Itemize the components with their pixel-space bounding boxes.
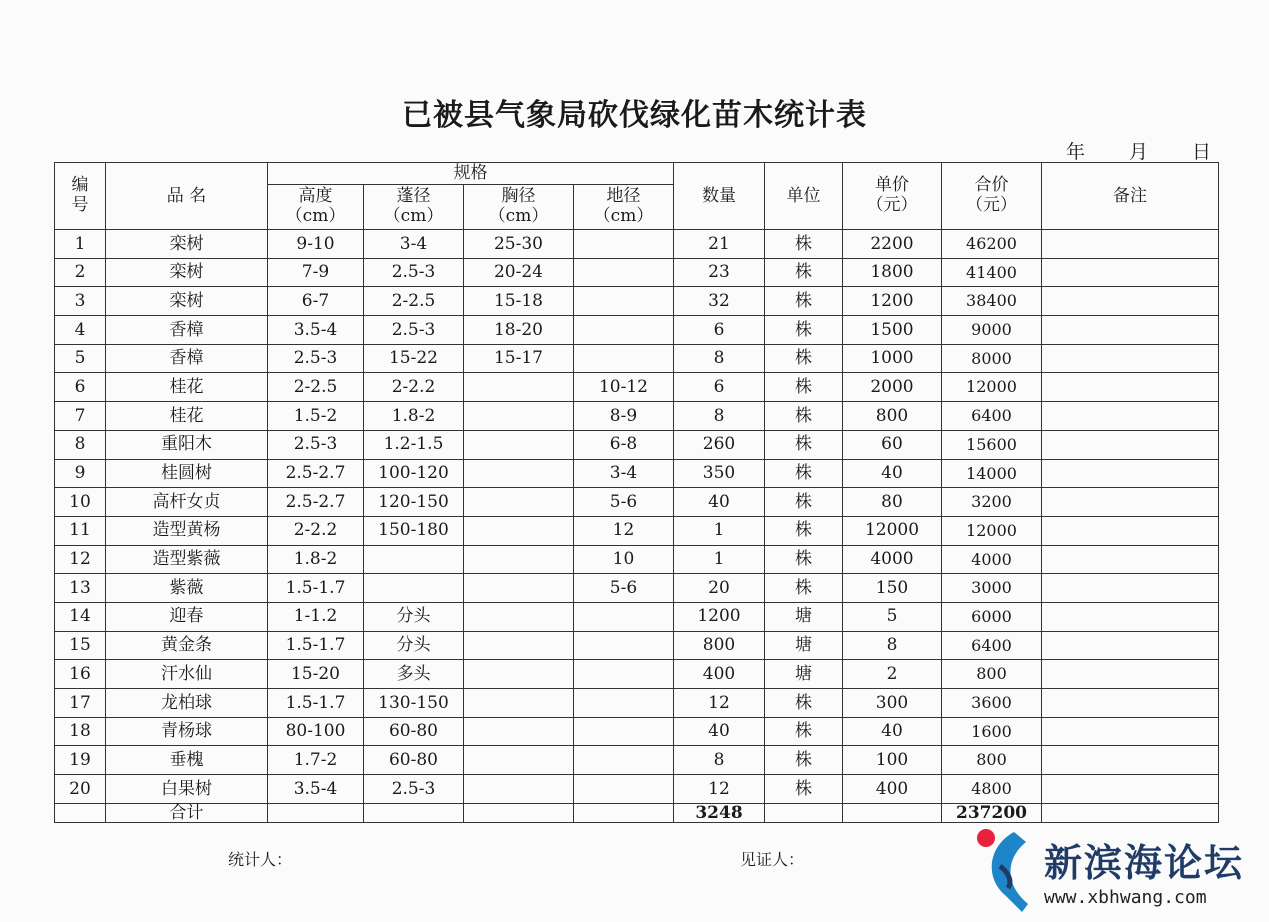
- row-crown: 1.2-1.5: [364, 430, 464, 459]
- row-crown: 2.5-3: [364, 258, 464, 287]
- row-name: 高杆女贞: [106, 488, 268, 517]
- table-row: [55, 516, 1219, 545]
- row-note: [1042, 258, 1219, 287]
- row-ground: [574, 602, 674, 631]
- row-note: [1042, 516, 1219, 545]
- row-chest: [464, 516, 574, 545]
- row-ground: 5-6: [574, 574, 674, 603]
- row-total: 1600: [942, 717, 1042, 746]
- row-crown: 2.5-3: [364, 316, 464, 345]
- row-crown: 2-2.2: [364, 373, 464, 402]
- row-note: [1042, 459, 1219, 488]
- row-unit: 株: [765, 545, 843, 574]
- row-total: 46200: [942, 230, 1042, 259]
- table-row: [55, 775, 1219, 804]
- row-total: 3000: [942, 574, 1042, 603]
- row-qty: 1200: [674, 602, 765, 631]
- header-price: 单价 （元）: [843, 163, 942, 230]
- row-height: 9-10: [268, 230, 364, 259]
- row-crown: 2-2.5: [364, 287, 464, 316]
- row-name: 造型紫薇: [106, 545, 268, 574]
- row-crown: 1.8-2: [364, 402, 464, 431]
- stat-person-label: 统计人：: [228, 850, 293, 869]
- row-total: 6400: [942, 631, 1042, 660]
- row-crown: [364, 574, 464, 603]
- header-total: 合价 （元）: [942, 163, 1042, 230]
- row-total: 8000: [942, 344, 1042, 373]
- row-no: 17: [55, 689, 106, 718]
- table-row: [55, 344, 1219, 373]
- table-row: [55, 230, 1219, 259]
- row-unit: 株: [765, 230, 843, 259]
- row-total: 9000: [942, 316, 1042, 345]
- row-no: 15: [55, 631, 106, 660]
- table-row: [55, 689, 1219, 718]
- row-price: 300: [843, 689, 942, 718]
- row-no: 10: [55, 488, 106, 517]
- row-no: 19: [55, 746, 106, 775]
- row-no: 8: [55, 430, 106, 459]
- row-ground: [574, 258, 674, 287]
- row-unit: 株: [765, 344, 843, 373]
- row-total: 3200: [942, 488, 1042, 517]
- row-qty: 8: [674, 402, 765, 431]
- forum-name: 新滨海论坛: [1044, 841, 1245, 885]
- row-no: 18: [55, 717, 106, 746]
- row-unit: 株: [765, 574, 843, 603]
- header-chest: 胸径 （cm）: [464, 185, 574, 230]
- row-note: [1042, 230, 1219, 259]
- row-crown: 100-120: [364, 459, 464, 488]
- row-no: 3: [55, 287, 106, 316]
- row-price: 100: [843, 746, 942, 775]
- row-price: 12000: [843, 516, 942, 545]
- row-unit: 株: [765, 316, 843, 345]
- row-height: 7-9: [268, 258, 364, 287]
- row-ground: 10: [574, 545, 674, 574]
- row-unit: 株: [765, 488, 843, 517]
- row-height: 3.5-4: [268, 316, 364, 345]
- header-note: 备注: [1042, 163, 1219, 230]
- row-note: [1042, 545, 1219, 574]
- row-total: 12000: [942, 516, 1042, 545]
- row-qty: 32: [674, 287, 765, 316]
- row-crown: 15-22: [364, 344, 464, 373]
- row-unit: 株: [765, 373, 843, 402]
- row-note: [1042, 402, 1219, 431]
- row-qty: 8: [674, 746, 765, 775]
- row-name: 栾树: [106, 287, 268, 316]
- table-row: [55, 631, 1219, 660]
- row-unit: 株: [765, 459, 843, 488]
- header-spec: 规格: [268, 163, 674, 185]
- row-no: 2: [55, 258, 106, 287]
- row-crown: 多头: [364, 660, 464, 689]
- row-name: 青杨球: [106, 717, 268, 746]
- row-note: [1042, 373, 1219, 402]
- header-height: 高度 （cm）: [268, 185, 364, 230]
- row-no: 4: [55, 316, 106, 345]
- header-crown: 蓬径 （cm）: [364, 185, 464, 230]
- table-row: [55, 373, 1219, 402]
- row-no: 12: [55, 545, 106, 574]
- row-qty: 6: [674, 373, 765, 402]
- row-qty: 20: [674, 574, 765, 603]
- row-total: 4000: [942, 545, 1042, 574]
- row-price: 2: [843, 660, 942, 689]
- row-name: 香樟: [106, 316, 268, 345]
- row-total: 800: [942, 746, 1042, 775]
- row-price: 60: [843, 430, 942, 459]
- row-height: 1.5-1.7: [268, 631, 364, 660]
- row-height: 2.5-3: [268, 430, 364, 459]
- row-name: 栾树: [106, 258, 268, 287]
- row-price: 4000: [843, 545, 942, 574]
- row-note: [1042, 717, 1219, 746]
- row-ground: 8-9: [574, 402, 674, 431]
- row-no: 13: [55, 574, 106, 603]
- row-ground: [574, 631, 674, 660]
- row-qty: 350: [674, 459, 765, 488]
- table-row: [55, 602, 1219, 631]
- table-row: [55, 746, 1219, 775]
- row-chest: 15-18: [464, 287, 574, 316]
- forum-watermark: [970, 820, 1265, 920]
- row-crown: 3-4: [364, 230, 464, 259]
- row-price: 80: [843, 488, 942, 517]
- row-height: 1.5-2: [268, 402, 364, 431]
- row-total: 15600: [942, 430, 1042, 459]
- row-price: 5: [843, 602, 942, 631]
- row-ground: [574, 775, 674, 804]
- row-crown: 分头: [364, 602, 464, 631]
- row-unit: 株: [765, 430, 843, 459]
- row-no: 20: [55, 775, 106, 804]
- date-year: 年: [1065, 141, 1085, 163]
- row-name: 桂花: [106, 373, 268, 402]
- row-crown: 2.5-3: [364, 775, 464, 804]
- row-note: [1042, 689, 1219, 718]
- row-note: [1042, 746, 1219, 775]
- date-line: [1066, 137, 1211, 164]
- row-no: 6: [55, 373, 106, 402]
- row-unit: 株: [765, 746, 843, 775]
- row-chest: [464, 746, 574, 775]
- row-note: [1042, 287, 1219, 316]
- row-name: 汗水仙: [106, 660, 268, 689]
- row-name: 香樟: [106, 344, 268, 373]
- row-name: 造型黄杨: [106, 516, 268, 545]
- row-price: 1000: [843, 344, 942, 373]
- header-ground: 地径 （cm）: [574, 185, 674, 230]
- row-total: 12000: [942, 373, 1042, 402]
- row-height: 2-2.5: [268, 373, 364, 402]
- row-name: 栾树: [106, 230, 268, 259]
- total-label: 合计: [106, 803, 268, 823]
- row-price: 800: [843, 402, 942, 431]
- row-height: 1.7-2: [268, 746, 364, 775]
- table-row: [55, 402, 1219, 431]
- row-crown: 分头: [364, 631, 464, 660]
- row-qty: 1: [674, 545, 765, 574]
- row-unit: 株: [765, 258, 843, 287]
- row-chest: [464, 574, 574, 603]
- row-unit: 株: [765, 775, 843, 804]
- row-total: 4800: [942, 775, 1042, 804]
- row-ground: 6-8: [574, 430, 674, 459]
- row-unit: 株: [765, 689, 843, 718]
- row-no: 9: [55, 459, 106, 488]
- row-height: 15-20: [268, 660, 364, 689]
- row-unit: 株: [765, 402, 843, 431]
- row-chest: 20-24: [464, 258, 574, 287]
- row-name: 白果树: [106, 775, 268, 804]
- row-name: 桂花: [106, 402, 268, 431]
- table-row: [55, 717, 1219, 746]
- row-name: 重阳木: [106, 430, 268, 459]
- row-qty: 400: [674, 660, 765, 689]
- row-qty: 40: [674, 488, 765, 517]
- table-row: [55, 488, 1219, 517]
- row-note: [1042, 602, 1219, 631]
- row-chest: [464, 373, 574, 402]
- total-sum: 237200: [942, 803, 1042, 823]
- row-price: 150: [843, 574, 942, 603]
- row-crown: [364, 545, 464, 574]
- row-total: 800: [942, 660, 1042, 689]
- row-chest: [464, 402, 574, 431]
- row-unit: 塘: [765, 631, 843, 660]
- row-chest: [464, 488, 574, 517]
- row-ground: 10-12: [574, 373, 674, 402]
- row-name: 紫薇: [106, 574, 268, 603]
- table-row: [55, 545, 1219, 574]
- row-price: 40: [843, 459, 942, 488]
- row-price: 400: [843, 775, 942, 804]
- row-ground: [574, 746, 674, 775]
- row-no: 16: [55, 660, 106, 689]
- row-height: 1-1.2: [268, 602, 364, 631]
- date-day: 日: [1191, 141, 1211, 163]
- row-ground: [574, 344, 674, 373]
- row-chest: [464, 717, 574, 746]
- row-total: 38400: [942, 287, 1042, 316]
- table-row: [55, 660, 1219, 689]
- row-crown: 150-180: [364, 516, 464, 545]
- row-chest: [464, 631, 574, 660]
- row-total: 6400: [942, 402, 1042, 431]
- row-name: 龙柏球: [106, 689, 268, 718]
- row-name: 黄金条: [106, 631, 268, 660]
- row-note: [1042, 631, 1219, 660]
- row-ground: [574, 287, 674, 316]
- row-no: 11: [55, 516, 106, 545]
- row-note: [1042, 316, 1219, 345]
- row-price: 1500: [843, 316, 942, 345]
- row-crown: 60-80: [364, 717, 464, 746]
- table-row: [55, 287, 1219, 316]
- seedling-table: [54, 162, 1219, 823]
- row-note: [1042, 775, 1219, 804]
- row-height: 6-7: [268, 287, 364, 316]
- row-unit: 塘: [765, 602, 843, 631]
- row-chest: 25-30: [464, 230, 574, 259]
- row-note: [1042, 430, 1219, 459]
- header-name: 品 名: [106, 163, 268, 230]
- row-qty: 6: [674, 316, 765, 345]
- row-ground: [574, 230, 674, 259]
- row-chest: 15-17: [464, 344, 574, 373]
- row-total: 14000: [942, 459, 1042, 488]
- row-price: 1800: [843, 258, 942, 287]
- row-ground: [574, 689, 674, 718]
- row-height: 2.5-2.7: [268, 488, 364, 517]
- header-qty: 数量: [674, 163, 765, 230]
- row-price: 2200: [843, 230, 942, 259]
- row-crown: 120-150: [364, 488, 464, 517]
- row-chest: [464, 775, 574, 804]
- forum-url: www.xbhwang.com: [1044, 887, 1207, 908]
- row-price: 1200: [843, 287, 942, 316]
- row-no: 1: [55, 230, 106, 259]
- row-total: 6000: [942, 602, 1042, 631]
- row-crown: 130-150: [364, 689, 464, 718]
- row-qty: 260: [674, 430, 765, 459]
- row-unit: 株: [765, 287, 843, 316]
- row-name: 垂槐: [106, 746, 268, 775]
- row-qty: 12: [674, 689, 765, 718]
- row-ground: 3-4: [574, 459, 674, 488]
- row-qty: 800: [674, 631, 765, 660]
- date-month: 月: [1128, 141, 1148, 163]
- row-chest: 18-20: [464, 316, 574, 345]
- row-chest: [464, 545, 574, 574]
- row-ground: 5-6: [574, 488, 674, 517]
- row-price: 2000: [843, 373, 942, 402]
- row-height: 1.8-2: [268, 545, 364, 574]
- table-row: [55, 316, 1219, 345]
- row-note: [1042, 660, 1219, 689]
- row-total: 41400: [942, 258, 1042, 287]
- forum-logo-icon: [970, 826, 1040, 914]
- row-height: 2-2.2: [268, 516, 364, 545]
- row-chest: [464, 660, 574, 689]
- row-chest: [464, 430, 574, 459]
- row-ground: 12: [574, 516, 674, 545]
- row-height: 80-100: [268, 717, 364, 746]
- row-chest: [464, 602, 574, 631]
- row-qty: 21: [674, 230, 765, 259]
- row-price: 8: [843, 631, 942, 660]
- table-row: [55, 459, 1219, 488]
- row-note: [1042, 344, 1219, 373]
- row-crown: 60-80: [364, 746, 464, 775]
- row-no: 14: [55, 602, 106, 631]
- row-height: 1.5-1.7: [268, 574, 364, 603]
- table-row: [55, 574, 1219, 603]
- table-row: [55, 430, 1219, 459]
- row-qty: 12: [674, 775, 765, 804]
- row-height: 2.5-2.7: [268, 459, 364, 488]
- row-no: 5: [55, 344, 106, 373]
- row-ground: [574, 660, 674, 689]
- row-name: 桂圆树: [106, 459, 268, 488]
- row-unit: 株: [765, 717, 843, 746]
- header-unit: 单位: [765, 163, 843, 230]
- row-height: 2.5-3: [268, 344, 364, 373]
- row-chest: [464, 459, 574, 488]
- row-height: 3.5-4: [268, 775, 364, 804]
- total-qty: 3248: [674, 803, 765, 823]
- page-title: 已被县气象局砍伐绿化苗木统计表: [402, 98, 867, 133]
- row-chest: [464, 689, 574, 718]
- row-ground: [574, 717, 674, 746]
- row-qty: 23: [674, 258, 765, 287]
- row-qty: 40: [674, 717, 765, 746]
- row-no: 7: [55, 402, 106, 431]
- row-price: 40: [843, 717, 942, 746]
- row-total: 3600: [942, 689, 1042, 718]
- row-name: 迎春: [106, 602, 268, 631]
- row-note: [1042, 488, 1219, 517]
- header-no: 编号: [55, 163, 106, 230]
- row-ground: [574, 316, 674, 345]
- row-qty: 8: [674, 344, 765, 373]
- row-qty: 1: [674, 516, 765, 545]
- row-note: [1042, 574, 1219, 603]
- row-unit: 塘: [765, 660, 843, 689]
- witness-label: 见证人：: [740, 850, 805, 869]
- row-unit: 株: [765, 516, 843, 545]
- row-height: 1.5-1.7: [268, 689, 364, 718]
- table-row: [55, 258, 1219, 287]
